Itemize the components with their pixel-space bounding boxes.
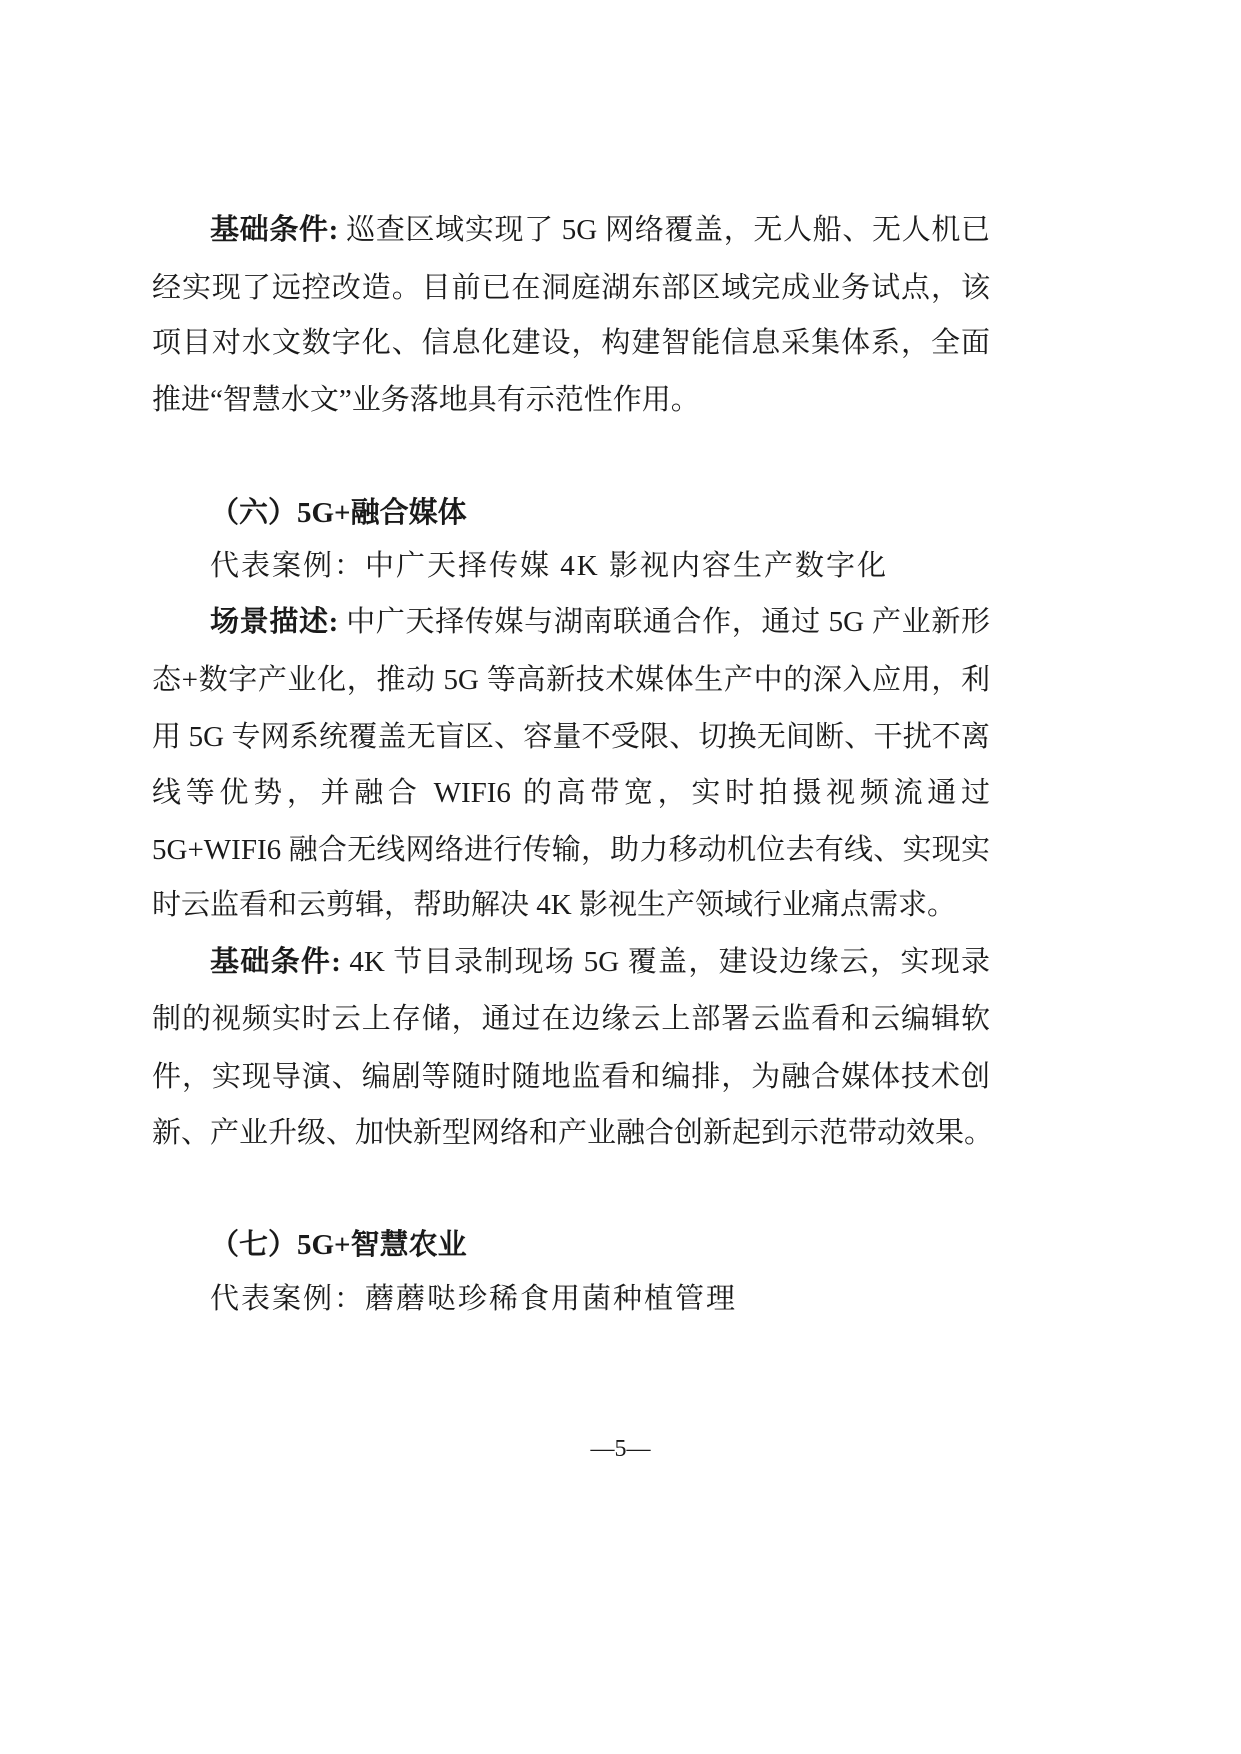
section-heading: （七）5G+智慧农业 <box>210 1229 467 1261</box>
text-line: 线等优势，并融合 WIFI6 的高带宽，实时拍摄视频流通过 <box>152 777 990 809</box>
text-line: 推进“智慧水文”业务落地具有示范性作用。 <box>152 384 700 416</box>
text-line: 用 5G 专网系统覆盖无盲区、容量不受限、切换无间断、干扰不离 <box>152 721 990 753</box>
text-line: 场景描述: 中广天择传媒与湖南联通合作，通过 5G 产业新形 <box>210 606 990 638</box>
text-line: 经实现了远控改造。目前已在洞庭湖东部区域完成业务试点，该 <box>152 272 990 304</box>
basis-label: 基础条件: <box>210 214 339 246</box>
text-line: 基础条件: 巡查区域实现了 5G 网络覆盖，无人船、无人机已 <box>210 214 990 246</box>
text-line: 新、产业升级、加快新型网络和产业融合创新起到示范带动效果。 <box>152 1117 994 1149</box>
text-line: 制的视频实时云上存储，通过在边缘云上部署云监看和云编辑软 <box>152 1003 990 1035</box>
representative-case: 代表案例：蘑蘑哒珍稀食用菌种植管理 <box>210 1283 738 1315</box>
text-line: 态+数字产业化，推动 5G 等高新技术媒体生产中的深入应用，利 <box>152 664 990 696</box>
text-line: 基础条件: 4K 节目录制现场 5G 覆盖，建设边缘云，实现录 <box>210 946 990 978</box>
text-line: 5G+WIFI6 融合无线网络进行传输，助力移动机位去有线、实现实 <box>152 834 990 866</box>
section-heading: （六）5G+融合媒体 <box>210 497 467 529</box>
basis-label: 基础条件: <box>210 946 341 978</box>
text-line: 时云监看和云剪辑，帮助解决 4K 影视生产领域行业痛点需求。 <box>152 889 956 921</box>
text-line: 件，实现导演、编剧等随时随地监看和编排，为融合媒体技术创 <box>152 1061 990 1093</box>
representative-case: 代表案例：中广天择传媒 4K 影视内容生产数字化 <box>210 550 888 582</box>
page-number: —5— <box>590 1436 651 1462</box>
text-line: 项目对水文数字化、信息化建设，构建智能信息采集体系，全面 <box>152 327 990 359</box>
scene-label: 场景描述: <box>210 606 339 638</box>
